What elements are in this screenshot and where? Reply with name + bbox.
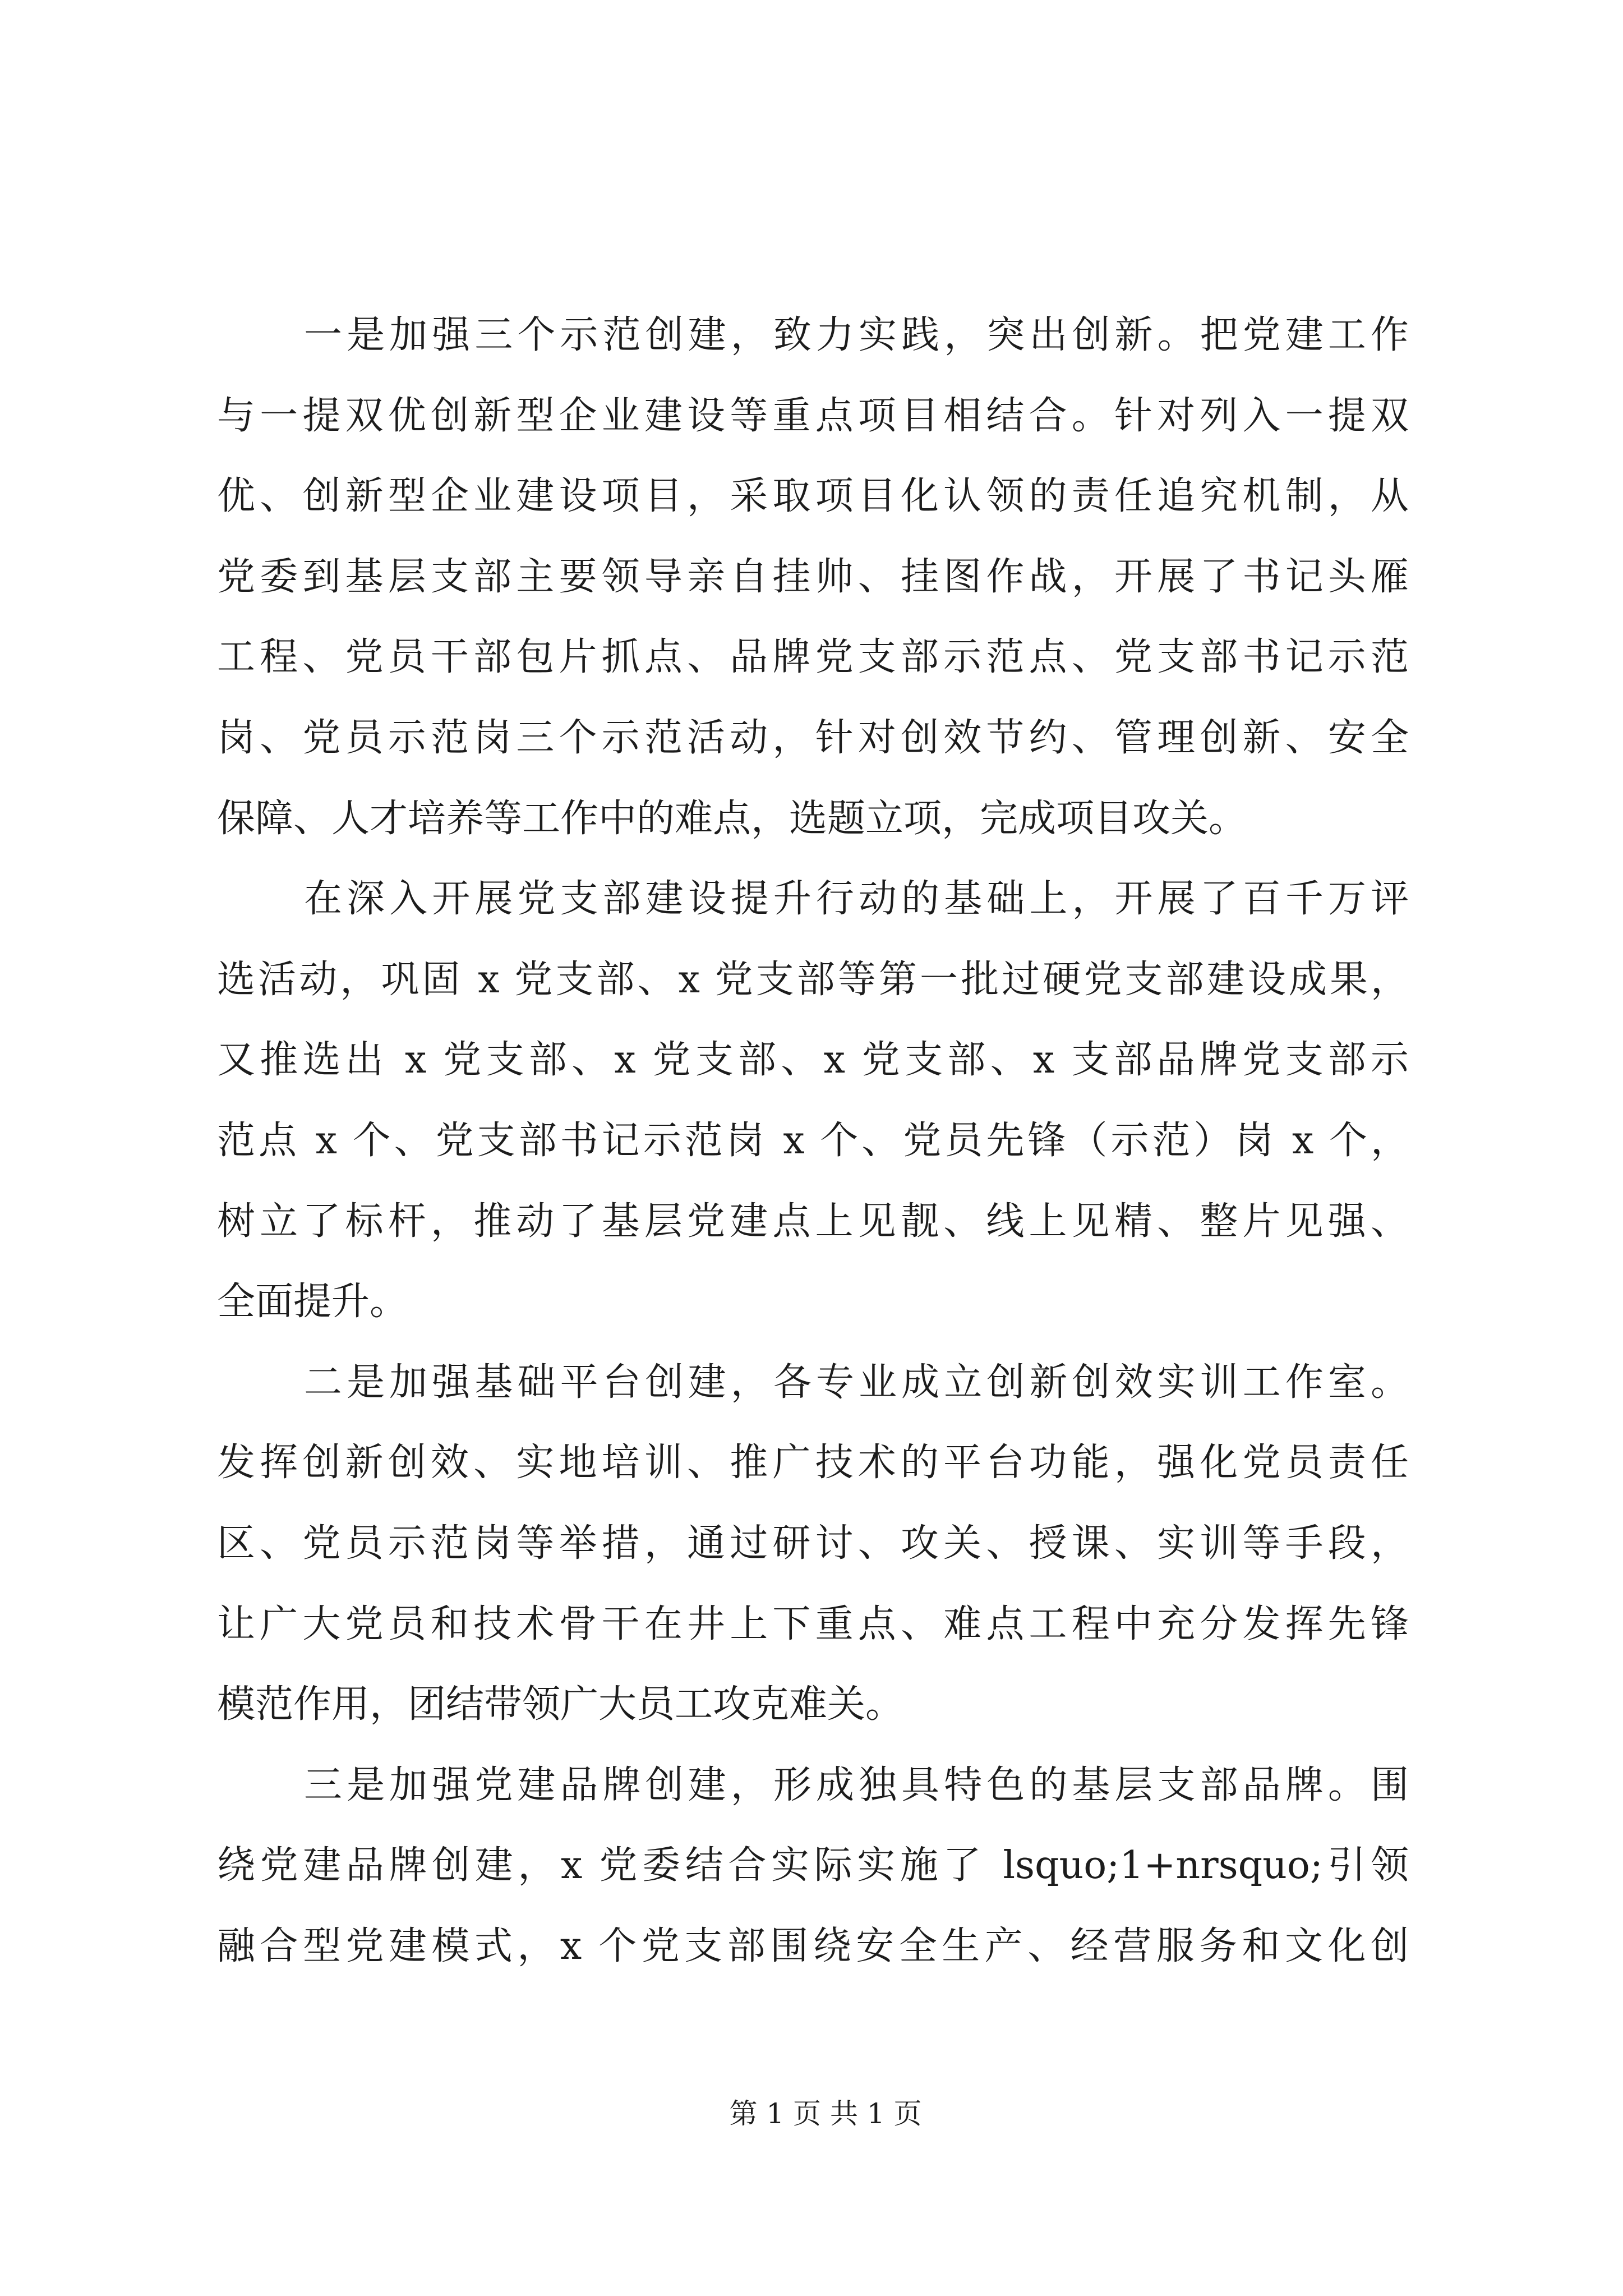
paragraph-line: 让广大党员和技术骨干在井上下重点、难点工程中充分发挥先锋 bbox=[217, 1602, 1409, 1646]
page-number-footer: 第 1 页 共 1 页 bbox=[729, 2097, 922, 2130]
paragraph-line: 又推选出 x 党支部、x 党支部、x 党支部、x 支部品牌党支部示 bbox=[217, 1038, 1409, 1083]
paragraph-line: 优、创新型企业建设项目，采取项目化认领的责任追究机制，从 bbox=[217, 474, 1409, 519]
paragraph-line: 区、党员示范岗等举措，通过研讨、攻关、授课、实训等手段， bbox=[217, 1521, 1409, 1566]
paragraph-line: 模范作用，团结带领广大员工攻克难关。 bbox=[217, 1682, 904, 1727]
paragraph-line: 三是加强党建品牌创建，形成独具特色的基层支部品牌。围 bbox=[304, 1763, 1409, 1807]
paragraph-line: 在深入开展党支部建设提升行动的基础上，开展了百千万评 bbox=[304, 877, 1409, 922]
paragraph-line: 二是加强基础平台创建，各专业成立创新创效实训工作室。 bbox=[304, 1360, 1409, 1405]
paragraph bbox=[217, 1745, 1409, 1987]
paragraph-line: 保障、人才培养等工作中的难点，选题立项，完成项目攻关。 bbox=[217, 796, 1247, 841]
paragraph-line: 一是加强三个示范创建，致力实践，突出创新。把党建工作 bbox=[304, 313, 1409, 357]
paragraph-line: 党委到基层支部主要领导亲自挂帅、挂图作战，开展了书记头雁 bbox=[217, 554, 1409, 599]
paragraph bbox=[217, 295, 1409, 859]
paragraph-line: 全面提升。 bbox=[217, 1280, 408, 1324]
paragraph bbox=[217, 859, 1409, 1342]
paragraph bbox=[217, 1342, 1409, 1745]
paragraph-line: 树立了标杆，推动了基层党建点上见靓、线上见精、整片见强、 bbox=[217, 1199, 1409, 1244]
document-body bbox=[217, 295, 1409, 1986]
paragraph-line: 工程、党员干部包片抓点、品牌党支部示范点、党支部书记示范 bbox=[217, 635, 1409, 680]
paragraph-line: 融合型党建模式，x 个党支部围绕安全生产、经营服务和文化创 bbox=[217, 1924, 1409, 1968]
paragraph-line: 范点 x 个、党支部书记示范岗 x 个、党员先锋（示范）岗 x 个， bbox=[217, 1118, 1409, 1163]
paragraph-line: 选活动，巩固 x 党支部、x 党支部等第一批过硬党支部建设成果， bbox=[217, 957, 1409, 1002]
paragraph-line: 发挥创新创效、实地培训、推广技术的平台功能，强化党员责任 bbox=[217, 1441, 1409, 1485]
paragraph-line: 与一提双优创新型企业建设等重点项目相结合。针对列入一提双 bbox=[217, 393, 1409, 438]
paragraph-line: 绕党建品牌创建，x 党委结合实际实施了 lsquo;1+nrsquo;引领 bbox=[217, 1843, 1409, 1888]
paragraph-line: 岗、党员示范岗三个示范活动，针对创效节约、管理创新、安全 bbox=[217, 715, 1409, 760]
